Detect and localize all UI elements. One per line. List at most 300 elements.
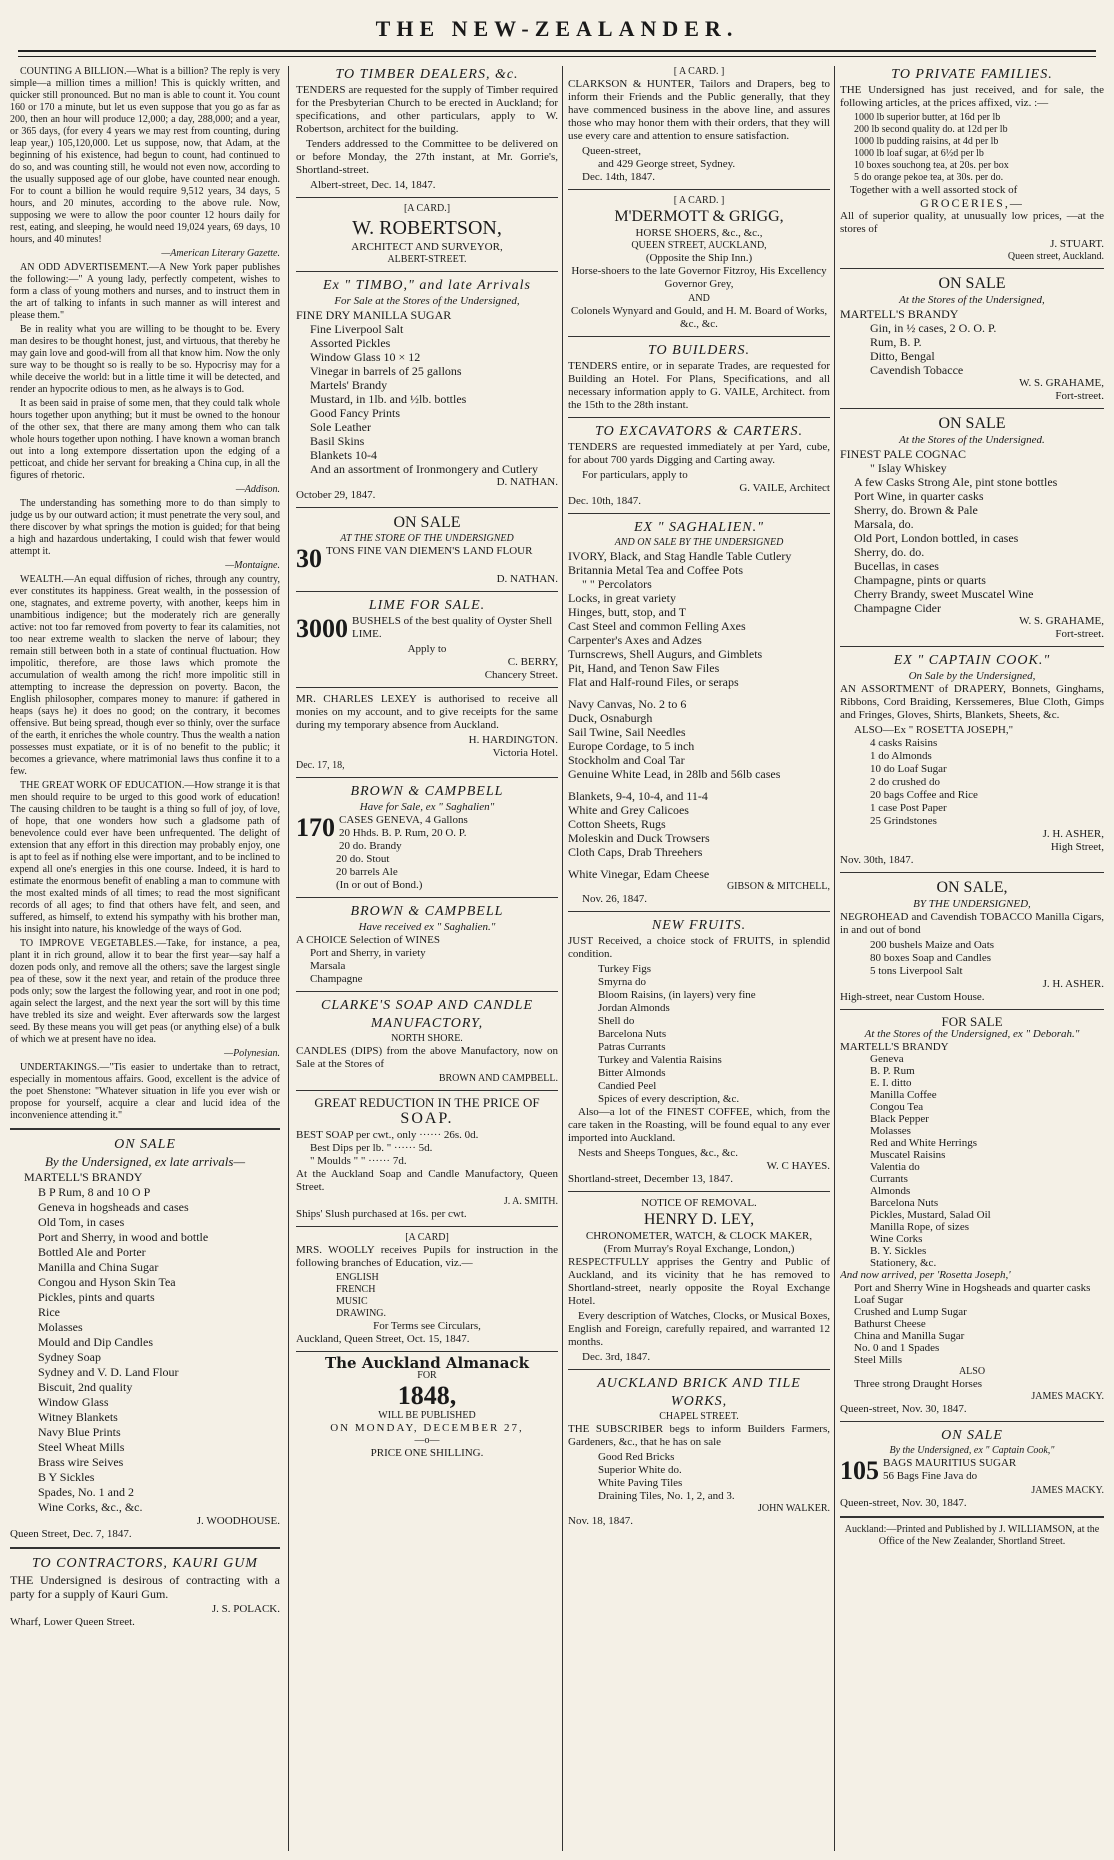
list-item: Old Tom, in cases (38, 1215, 125, 1229)
list-item: Molasses (870, 1125, 911, 1137)
list-item: Red and White Herrings (870, 1137, 978, 1149)
divider (568, 417, 830, 418)
list-item: Congou Tea (870, 1101, 924, 1113)
ad-address: ALBERT-STREET. (387, 254, 467, 265)
ad-quantity: 3000 (296, 614, 348, 643)
ad-text: THE Undersigned is desirous of contracting with a party for a supply of Kauri Gum. (10, 1573, 280, 1601)
list-item: 1 do Almonds (870, 750, 932, 762)
list-item: Bathurst Cheese (854, 1318, 926, 1330)
ad-brown-campbell-wines (296, 903, 558, 986)
list-item: Pickles, pints and quarts (38, 1290, 155, 1304)
list-item: 80 boxes Soap and Candles (870, 952, 991, 964)
ad-dash: —o— (414, 1435, 440, 1446)
ad-text: MR. CHARLES LEXEY is authorised to receive all monies on my account, and to give receipts for the same during my temporary absence from Auckland. (296, 693, 558, 731)
ad-signature: W. S. GRAHAME, (1019, 377, 1104, 389)
ad-text: RESPECTFULLY apprises the Gentry and Public of Auckland, and its vicinity that he has removed to Shortland-street, nearly opposite the Royal Exchange Hotel. (568, 1256, 830, 1307)
list-item: Smyrna do (598, 976, 646, 988)
ad-signature: W. S. GRAHAME, (1019, 615, 1104, 627)
list-item: Manilla Rope, of sizes (870, 1221, 969, 1233)
ad-text: CASES GENEVA, 4 Gallons (339, 814, 468, 826)
list-item: Mould and Dip Candles (38, 1335, 153, 1349)
ad-text: MRS. WOOLLY receives Pupils for instruction in the following branches of Education, viz.— (296, 1244, 558, 1269)
ad-grahame-1 (840, 274, 1104, 403)
ad-card-label: [ A CARD. ] (673, 195, 725, 206)
ad-date: Dec. 3rd, 1847. (582, 1351, 651, 1363)
divider (840, 268, 1104, 269)
ad-items (840, 1041, 1104, 1269)
list-item: Black Pepper (870, 1113, 929, 1125)
ad-signature: D. NATHAN. (496, 476, 558, 488)
list-item: 200 lb second quality do. at 12d per lb (854, 124, 1008, 135)
list-item: Cotton Sheets, Rugs (568, 817, 666, 831)
ad-items (296, 308, 558, 476)
ad-soap-reduction (296, 1096, 558, 1221)
list-item: Navy Blue Prints (38, 1425, 121, 1439)
ad-subtitle: At the Stores of the Undersigned, ex " Deborah." (864, 1028, 1080, 1040)
ad-mdermott-grigg (568, 195, 830, 331)
list-item: 20 Hhds. B. P. Rum, 20 O. P. (339, 827, 467, 839)
list-item: Barcelona Nuts (870, 1197, 939, 1209)
article-source: —American Literary Gazette. (161, 248, 280, 259)
ad-title: FOR SALE (941, 1014, 1003, 1029)
ad-text: CLARKSON & HUNTER, Tailors and Drapers, beg to inform their Friends and the Public generally, that they have commenced business in the above line, and assures those who may honor them with their orders, that they will use every care and attention to ensure satisfaction. (568, 78, 830, 142)
ad-private-families (840, 66, 1104, 263)
ad-address: Fort-street. (1055, 628, 1104, 640)
ad-title: ON SALE, (936, 879, 1008, 896)
article-source: —Montaigne. (225, 560, 280, 571)
ad-signature: W. C HAYES. (766, 1160, 830, 1172)
list-item: Sole Leather (310, 420, 371, 434)
ad-signature: J. A. SMITH. (503, 1196, 558, 1207)
list-item: Almonds (870, 1185, 911, 1197)
list-item: Draining Tiles, No. 1, 2, and 3. (598, 1490, 735, 1502)
ad-text: Colonels Wynyard and Gould, and H. M. Board of Works, &c., &c. (570, 305, 828, 330)
list-item: MUSIC (336, 1296, 368, 1307)
ad-excavators (568, 423, 830, 508)
ad-opposite: (Opposite the Ship Inn.) (645, 252, 753, 264)
imprint: Auckland:—Printed and Published by J. WILLIAMSON, at the Office of the New Zealander, Shortland Street. (844, 1524, 1100, 1547)
list-item: 20 bags Coffee and Rice (870, 789, 978, 801)
list-item: Valentia do (870, 1161, 920, 1173)
list-item: B. Y. Sickles (870, 1245, 927, 1257)
list-item: Steel Mills (854, 1354, 902, 1366)
ad-title: TO CONTRACTORS, KAURI GUM (32, 1556, 258, 1571)
ad-address: CHAPEL STREET. (659, 1411, 739, 1422)
ad-terms: For Terms see Circulars, (373, 1320, 481, 1332)
ad-signature: J. H. ASHER, (1042, 828, 1104, 840)
ad-title: Ex " TIMBO," and late Arrivals (323, 278, 531, 293)
list-item: Champagne, pints or quarts (854, 573, 986, 587)
ad-henry-ley (568, 1197, 830, 1364)
ad-text: AN ASSORTMENT of DRAPERY, Bonnets, Ginghams, Ribbons, Cord Braiding, Kerssemeres, Blue Cloth, Gimps and Fringes, Gloves, Shirts, Blankets, Sheets, &c. (840, 683, 1104, 721)
divider (10, 1128, 280, 1130)
ad-signature: JAMES MACKY. (1031, 1485, 1104, 1496)
list-item: 200 bushels Maize and Oats (870, 939, 995, 951)
ad-lexey (296, 693, 558, 772)
ad-almanack (296, 1354, 558, 1460)
ad-date: Queen-street, Nov. 30, 1847. (840, 1497, 967, 1509)
list-item: IVORY, Black, and Stag Handle Table Cutlery (568, 549, 792, 563)
ad-subtitle: At the Stores of the Undersigned, (899, 294, 1045, 306)
ad-items (10, 1170, 280, 1515)
ad-from: (From Murray's Royal Exchange, London,) (603, 1243, 795, 1255)
list-item: White and Grey Calicoes (568, 803, 689, 817)
ad-items (840, 939, 1104, 978)
ad-subtitle: Have received ex " Saghalien." (358, 921, 496, 933)
ad-subtitle: AT THE STORE OF THE UNDERSIGNED (340, 533, 514, 544)
ad-items (296, 827, 558, 892)
column-divider (562, 66, 563, 1851)
ad-apply: Apply to (407, 643, 447, 655)
ad-address: NORTH SHORE. (391, 1033, 463, 1044)
divider (568, 513, 830, 514)
ad-tobacco (840, 878, 1104, 1004)
ad-title: BROWN & CAMPBELL (350, 784, 504, 799)
ad-date: Dec. 10th, 1847. (568, 495, 642, 507)
ad-name: HENRY D. LEY, (643, 1211, 755, 1228)
ad-text: Tenders addressed to the Committee to be delivered on or before Monday, the 27th instant, at Mr. Gorrie's, Shortland-street. (296, 138, 558, 176)
ad-text: THE Undersigned has just received, and for sale, the following articles, at the prices affixed, viz. :— (840, 84, 1104, 109)
list-item: 5 tons Liverpool Salt (870, 965, 963, 977)
ad-quantity: 30 (296, 544, 322, 573)
ad-address: Chancery Street. (484, 669, 558, 681)
ad-arrived: And now arrived, per 'Rosetta Joseph,' (840, 1269, 1011, 1281)
ad-date: Nov. 30th, 1847. (840, 854, 914, 866)
list-item: Stationery, &c. (870, 1257, 937, 1269)
masthead-title: THE NEW-ZEALANDER. (375, 16, 739, 41)
ad-text: Nests and Sheeps Tongues, &c., &c. (578, 1147, 739, 1159)
list-item: Turkey and Valentia Raisins (598, 1054, 722, 1066)
ad-signature: J. WOODHOUSE. (196, 1515, 280, 1527)
list-item: Cloth Caps, Drab Threehers (568, 845, 703, 859)
ad-items (296, 1272, 558, 1320)
list-item: 1 case Post Paper (870, 802, 947, 814)
article-paragraph: It as been said in praise of some men, that they could talk whole hours together upon anything; but it must be owned to the honour of the other sex, that there are many among them who can talk whole hours together upon nothing. I have known a woman branch out into a long extempore dissertation upon the edging of a petticoat, and chide her servant for breaking a China cup, in all the figures of rhetoric. (10, 398, 280, 481)
ad-saghalien (568, 519, 830, 906)
article-odd-advertisement: AN ODD ADVERTISEMENT.—A New York paper publishes the following:—" A young lady, perfectly competent, wishes to form a class of young mothers and nurses, and to instruct them in the art of talking to infants in such manner as will interest and please them." (10, 262, 280, 321)
list-item: Ditto, Bengal (870, 349, 935, 363)
ad-items (296, 947, 558, 986)
ad-text: TONS FINE VAN DIEMEN'S LAND FLOUR (326, 545, 533, 557)
list-item: Currants (870, 1173, 908, 1185)
ad-text: NEGROHEAD and Cavendish TOBACCO Manilla Cigars, in and out of bond (840, 911, 1104, 936)
ad-timbo (296, 277, 558, 502)
list-item: Sydney Soap (38, 1350, 101, 1364)
ad-year: 1848, (397, 1381, 457, 1410)
ad-role: HORSE SHOERS, &c., &c., (635, 227, 763, 239)
ad-deborah (840, 1015, 1104, 1416)
ad-signature: J. H. ASHER. (1042, 978, 1104, 990)
list-item: 5 do orange pekoe tea, at 30s. per do. (854, 172, 1004, 183)
ad-address: Victoria Hotel. (492, 747, 558, 759)
ad-also: ALSO—Ex " ROSETTA JOSEPH," (854, 724, 1014, 736)
ad-kauri-gum (10, 1555, 280, 1629)
ad-date: ON MONDAY, DECEMBER 27, (330, 1422, 524, 1434)
ad-items (840, 737, 1104, 828)
list-item: Candied Peel (598, 1080, 657, 1092)
list-item: 1000 lb loaf sugar, at 6½d per lb (854, 148, 984, 159)
list-item: 10 boxes souchong tea, at 20s. per box (854, 160, 1009, 171)
masthead-rule (18, 50, 1096, 52)
divider (568, 1369, 830, 1370)
list-item: FINEST PALE COGNAC (840, 447, 967, 461)
ad-title: ON SALE (938, 275, 1006, 292)
ad-and: AND (688, 293, 710, 304)
ad-for: FOR (417, 1370, 437, 1381)
ad-title: AUCKLAND BRICK AND TILE WORKS, (597, 1376, 801, 1409)
ad-card-label: [A CARD.] (403, 203, 451, 214)
divider (840, 408, 1104, 409)
divider (296, 1351, 558, 1352)
list-item: Window Glass 10 × 12 (310, 350, 421, 364)
column-divider (288, 66, 289, 1851)
masthead (0, 0, 1114, 54)
ad-address: High-street, near Custom House. (840, 991, 985, 1003)
ad-items (568, 963, 830, 1106)
ad-date: Dec. 14th, 1847. (582, 171, 656, 183)
divider (10, 1547, 280, 1549)
ad-text: JUST Received, a choice stock of FRUITS, in splendid condition. (568, 935, 830, 960)
ad-date: October 29, 1847. (296, 489, 376, 501)
masthead-rule-thin (18, 56, 1096, 57)
list-item: White Vinegar, Edam Cheese (568, 867, 710, 881)
ad-signature: J. STUART. (1050, 238, 1104, 250)
list-item: DRAWING. (336, 1308, 387, 1319)
ad-date: Shortland-street, December 13, 1847. (568, 1173, 733, 1185)
list-item: Good Red Bricks (598, 1451, 675, 1463)
column-3 (568, 66, 830, 1856)
list-item: 1000 lb superior butter, at 16d per lb (854, 112, 1001, 123)
ad-name: W. ROBERTSON, (352, 217, 502, 239)
ad-captain-cook (840, 652, 1104, 867)
ad-title: NOTICE OF REMOVAL. (641, 1197, 757, 1209)
list-item: Hinges, butt, stop, and T (568, 605, 687, 619)
ad-title: TO EXCAVATORS & CARTERS. (595, 424, 803, 439)
list-item: Spades, No. 1 and 2 (38, 1485, 134, 1499)
ad-title: The Auckland Almanack (324, 1354, 530, 1372)
ad-signature: D. NATHAN. (496, 573, 558, 585)
ad-text: THE SUBSCRIBER begs to inform Builders Farmers, Gardeners, &c., that he has on sale (568, 1423, 830, 1448)
list-item: Assorted Pickles (310, 336, 391, 350)
ad-title: ON SALE (393, 514, 461, 531)
ad-woolly (296, 1232, 558, 1346)
ad-brick-tile (568, 1375, 830, 1528)
list-item: Flat and Half-round Files, or seraps (568, 675, 739, 689)
list-item: Sherry, do. Brown & Pale (854, 503, 978, 517)
article-education: THE GREAT WORK OF EDUCATION.—How strange it is that men should require to be urged to this good work of education! The causing children to be taught is a thing so full of joy, of love, of hope, that one wonders how such a gladsome path of benevolence could ever have been unfrequented. The delight of extension that any effort in this direction may probably enjoy, one is apt to feel as if nothing else were important, and to be inclined to expend all one's energies in this one course. Indeed, it is hard to estimate the enormous benefit of enabling a man to commune with the most exalted minds of all times; to read the most significant records of all ages; to find that others have felt, and seen, and suffered, as himself, to extend his sympathy with his brother man, his insight into nature, his knowledge of the ways of God. (10, 780, 280, 935)
ad-text: All of superior quality, at unusually low prices, —at the stores of (840, 210, 1104, 235)
ad-subtitle: Have for Sale, ex " Saghalien" (359, 801, 495, 813)
divider (840, 1516, 1104, 1518)
list-item: Marsala (310, 960, 346, 972)
divider (568, 336, 830, 337)
ad-text: 56 Bags Fine Java do (883, 1470, 978, 1482)
ad-signature: GIBSON & MITCHELL, (726, 881, 830, 892)
ad-date: Queen-street, Nov. 30, 1847. (840, 1403, 967, 1415)
list-item: Fine Liverpool Salt (310, 322, 404, 336)
list-item: B P Rum, 8 and 10 O P (38, 1185, 151, 1199)
ad-text: TENDERS entire, or in separate Trades, are requested for Building an Hotel. For Plans, Specifications, and all necessary information apply to G. VAILE, Architect. from the 15th to the 28th instant. (568, 360, 830, 411)
ad-signature: BROWN AND CAMPBELL. (438, 1073, 558, 1084)
ad-items (568, 1451, 830, 1503)
list-item: 20 do. Stout (336, 853, 390, 865)
list-item: Manilla and China Sugar (38, 1260, 159, 1274)
list-item: Witney Blankets (38, 1410, 118, 1424)
list-item: Good Fancy Prints (310, 406, 400, 420)
list-item: Best Dips per lb. " ······ 5d. (310, 1142, 433, 1154)
ad-items (568, 549, 830, 881)
ad-also-item: Three strong Draught Horses (854, 1378, 982, 1390)
divider (840, 1009, 1104, 1010)
list-item: ENGLISH (336, 1272, 379, 1283)
ad-clarkes-soap (296, 997, 558, 1085)
ad-title: ON SALE (938, 415, 1006, 432)
list-item: Duck, Osnaburgh (568, 711, 653, 725)
list-item: Shell do (598, 1015, 635, 1027)
ad-date: Wharf, Lower Queen Street. (10, 1616, 135, 1628)
ad-address: and 429 George street, Sydney. (598, 158, 736, 170)
ad-card-label: [ A CARD. ] (673, 66, 725, 77)
ad-title: EX " SAGHALIEN." (633, 520, 765, 535)
list-item: Port and Sherry Wine in Hogsheads and quarter casks (854, 1282, 1091, 1294)
list-item: 2 do crushed do (870, 776, 940, 788)
ad-name: M'DERMOTT & GRIGG, (614, 208, 784, 225)
ad-text: For particulars, apply to (582, 469, 688, 481)
list-item: Rum, B. P. (870, 335, 922, 349)
list-item: Rice (38, 1305, 60, 1319)
ad-items (840, 112, 1104, 184)
column-divider (834, 66, 835, 1851)
ad-timber-dealers (296, 66, 558, 192)
ad-date: Albert-street, Dec. 14, 1847. (310, 179, 436, 191)
ad-address: High Street, (1050, 841, 1104, 853)
list-item: Jordan Almonds (598, 1002, 670, 1014)
ad-brown-campbell-geneva (296, 783, 558, 892)
ad-address: QUEEN STREET, AUCKLAND, (631, 240, 767, 251)
ad-title: ON SALE (941, 1428, 1003, 1443)
ad-title: CLARKE'S SOAP AND CANDLE MANUFACTORY, (321, 998, 533, 1031)
article-source: —Addison. (235, 484, 280, 495)
list-item: No. 0 and 1 Spades (854, 1342, 940, 1354)
list-item: Brass wire Seives (38, 1455, 124, 1469)
ad-items (840, 1282, 1104, 1366)
list-item: Loaf Sugar (854, 1294, 904, 1306)
divider (296, 1226, 558, 1227)
ad-mauritius-sugar (840, 1427, 1104, 1510)
column-1 (10, 66, 280, 1856)
ad-signature: C. BERRY, (507, 656, 558, 668)
list-item: Port Wine, in quarter casks (854, 489, 984, 503)
ad-date: Nov. 18, 1847. (568, 1515, 633, 1527)
ad-note: Ships' Slush purchased at 16s. per cwt. (296, 1208, 467, 1220)
ad-signature: G. VAILE, Architect (739, 482, 830, 494)
list-item: Cast Steel and common Felling Axes (568, 619, 746, 633)
ad-text: TENDERS are requested for the supply of Timber required for the Presbyterian Church to be erected in Auckland; for specifications, and other particulars, apply to W. Robertson, architect for the building. (296, 84, 558, 135)
ad-subtitle: On Sale by the Undersigned, (908, 670, 1036, 682)
divider (296, 687, 558, 688)
list-item: Wine Corks, &c., &c. (38, 1500, 143, 1514)
list-item: Bottled Ale and Porter (38, 1245, 146, 1259)
ad-date: Nov. 26, 1847. (582, 893, 647, 905)
list-item: Turkey Figs (598, 963, 652, 975)
ad-items (840, 447, 1104, 615)
list-item: Biscuit, 2nd quality (38, 1380, 133, 1394)
divider (296, 271, 558, 272)
list-item: Blankets, 9-4, 10-4, and 11-4 (568, 789, 708, 803)
list-item: Moleskin and Duck Trowsers (568, 831, 710, 845)
divider (568, 189, 830, 190)
list-item: Geneva in hogsheads and cases (38, 1200, 189, 1214)
ad-text: Horse-shoers to the late Governor Fitzroy, His Excellency Governor Grey, (571, 265, 827, 290)
ad-signature: JAMES MACKY. (1031, 1391, 1104, 1402)
list-item: Cherry Brandy, sweet Muscatel Wine (854, 587, 1034, 601)
ad-address: Queen street, Auckland. (1007, 251, 1104, 262)
ad-signature: H. HARDINGTON. (468, 734, 558, 746)
divider (840, 1421, 1104, 1422)
list-item: China and Manilla Sugar (854, 1330, 965, 1342)
column-4 (840, 66, 1104, 1856)
divider (296, 991, 558, 992)
list-item: Window Glass (38, 1395, 109, 1409)
ad-title: TO PRIVATE FAMILIES. (891, 67, 1053, 82)
list-item: Navy Canvas, No. 2 to 6 (568, 697, 687, 711)
ad-groceries: GROCERIES,— (920, 196, 1024, 210)
ad-subtitle: By the Undersigned, ex late arrivals— (44, 1154, 245, 1169)
ad-text: CANDLES (DIPS) from the above Manufactory, now on Sale at the Stores of (296, 1045, 558, 1070)
ad-address: Queen-street, (582, 145, 641, 157)
ad-text: BUSHELS of the best quality of Oyster Shell LIME. (352, 615, 553, 640)
divider (568, 911, 830, 912)
ad-title: LIME FOR SALE. (368, 598, 486, 613)
list-item: Wine Corks (870, 1233, 923, 1245)
list-item: Europe Cordage, to 5 inch (568, 739, 695, 753)
ad-lime (296, 597, 558, 682)
list-item: Carpenter's Axes and Adzes (568, 633, 702, 647)
list-item: Bloom Raisins, (in layers) very fine (598, 989, 756, 1001)
ad-text: At the Auckland Soap and Candle Manufactory, Queen Street. (296, 1168, 558, 1193)
divider (840, 646, 1104, 647)
list-item: Barcelona Nuts (598, 1028, 667, 1040)
ad-quantity: 170 (296, 813, 335, 842)
list-item: Genuine White Lead, in 28lb and 56lb cases (568, 767, 781, 781)
list-item: Old Port, London bottled, in cases (854, 531, 1019, 545)
list-item: Muscatel Raisins (870, 1149, 946, 1161)
ad-also: ALSO (958, 1366, 986, 1377)
list-item: 25 Grindstones (870, 815, 937, 827)
article-source: —Polynesian. (224, 1048, 280, 1059)
list-item: Bucellas, in cases (854, 559, 939, 573)
list-item: E. I. ditto (870, 1077, 912, 1089)
ad-builders (568, 342, 830, 412)
ad-date: Queen Street, Dec. 7, 1847. (10, 1528, 132, 1540)
list-item: Champagne (310, 973, 363, 985)
list-item: Sherry, do. do. (854, 545, 925, 559)
list-item: Champagne Cider (854, 601, 941, 615)
list-item: (In or out of Bond.) (336, 879, 423, 891)
list-item: A few Casks Strong Ale, pint stone bottles (854, 475, 1058, 489)
list-item: " Moulds " " ······ 7d. (310, 1155, 407, 1167)
list-item: 20 barrels Ale (336, 866, 398, 878)
divider (296, 777, 558, 778)
ad-new-fruits (568, 917, 830, 1186)
list-item: Geneva (870, 1053, 904, 1065)
ad-date: Auckland, Queen Street, Oct. 15, 1847. (296, 1333, 470, 1345)
list-item: 4 casks Raisins (870, 737, 938, 749)
list-item: BEST SOAP per cwt., only ······ 26s. 0d. (296, 1129, 479, 1141)
ad-subtitle: BY THE UNDERSIGNED, (913, 898, 1031, 910)
list-item: And an assortment of Ironmongery and Cutlery (310, 462, 538, 476)
divider (296, 591, 558, 592)
